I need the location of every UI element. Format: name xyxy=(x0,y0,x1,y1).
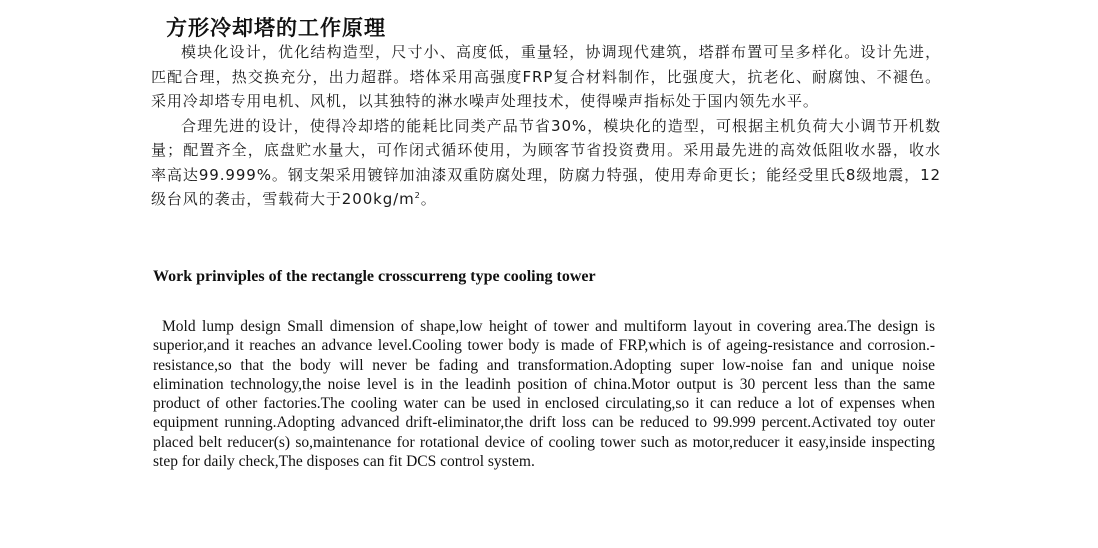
unit-superscript: 2 xyxy=(414,190,421,200)
english-section-title: Work prinviples of the rectangle crosscurreng type cooling tower xyxy=(153,268,596,285)
chinese-section-body xyxy=(151,40,941,212)
chinese-paragraph-1: 模块化设计，优化结构造型，尺寸小、高度低，重量轻，协调现代建筑，塔群布置可呈多样化。设计先进，匹配合理，热交换充分，出力超群。塔体采用高强度FRP复合材料制作，比强度大，抗老化、耐腐蚀、不褪色。采用冷却塔专用电机、风机，以其独特的淋水噪声处理技术，使得噪声指标处于国内领先水平。 xyxy=(151,43,941,110)
english-section-body xyxy=(153,317,935,471)
chinese-paragraph-2-end: 。 xyxy=(420,190,437,208)
chinese-paragraph-2-text: 合理先进的设计，使得冷却塔的能耗比同类产品节省30%，模块化的造型，可根据主机负荷大小调节开机数量；配置齐全，底盘贮水量大，可作闭式循环使用，为顾客节省投资费用。采用最先进的高效低阻收水器，收水率高达99.999%。钢支架采用镀锌加油漆双重防腐处理，防腐力特强，使用寿命更长；能经受里氏8级地震，12级台风的袭击，雪载荷大于200kg/m xyxy=(151,116,941,208)
chinese-paragraph-2 xyxy=(151,114,941,212)
english-paragraph: Mold lump design Small dimension of shape,low height of tower and multiform layout in covering area.The design is superior,and it reaches an advance level.Cooling tower body is made of FRP,which is of ageing-resistance and corrosion.-resistance,so that the body will never be fading and transformation.Adopting super low-noise fan and unique noise elimination technology,the noise level is in the leadinh position of china.Motor output is 30 percent less than the same product of other factories.The cooling water can be used in enclosed circulating,so it can reduce a lot of expenses when equipment running.Adopting advanced drift-eliminator,the drift loss can be reduced to 99.999 percent.Activated toy outer placed belt reducer(s) so,maintenance for rotational device of cooling tower such as motor,reducer it easy,inside inspecting step for daily check,The disposes can fit DCS control system. xyxy=(153,318,935,471)
chinese-section-title: 方形冷却塔的工作原理 xyxy=(166,16,386,40)
